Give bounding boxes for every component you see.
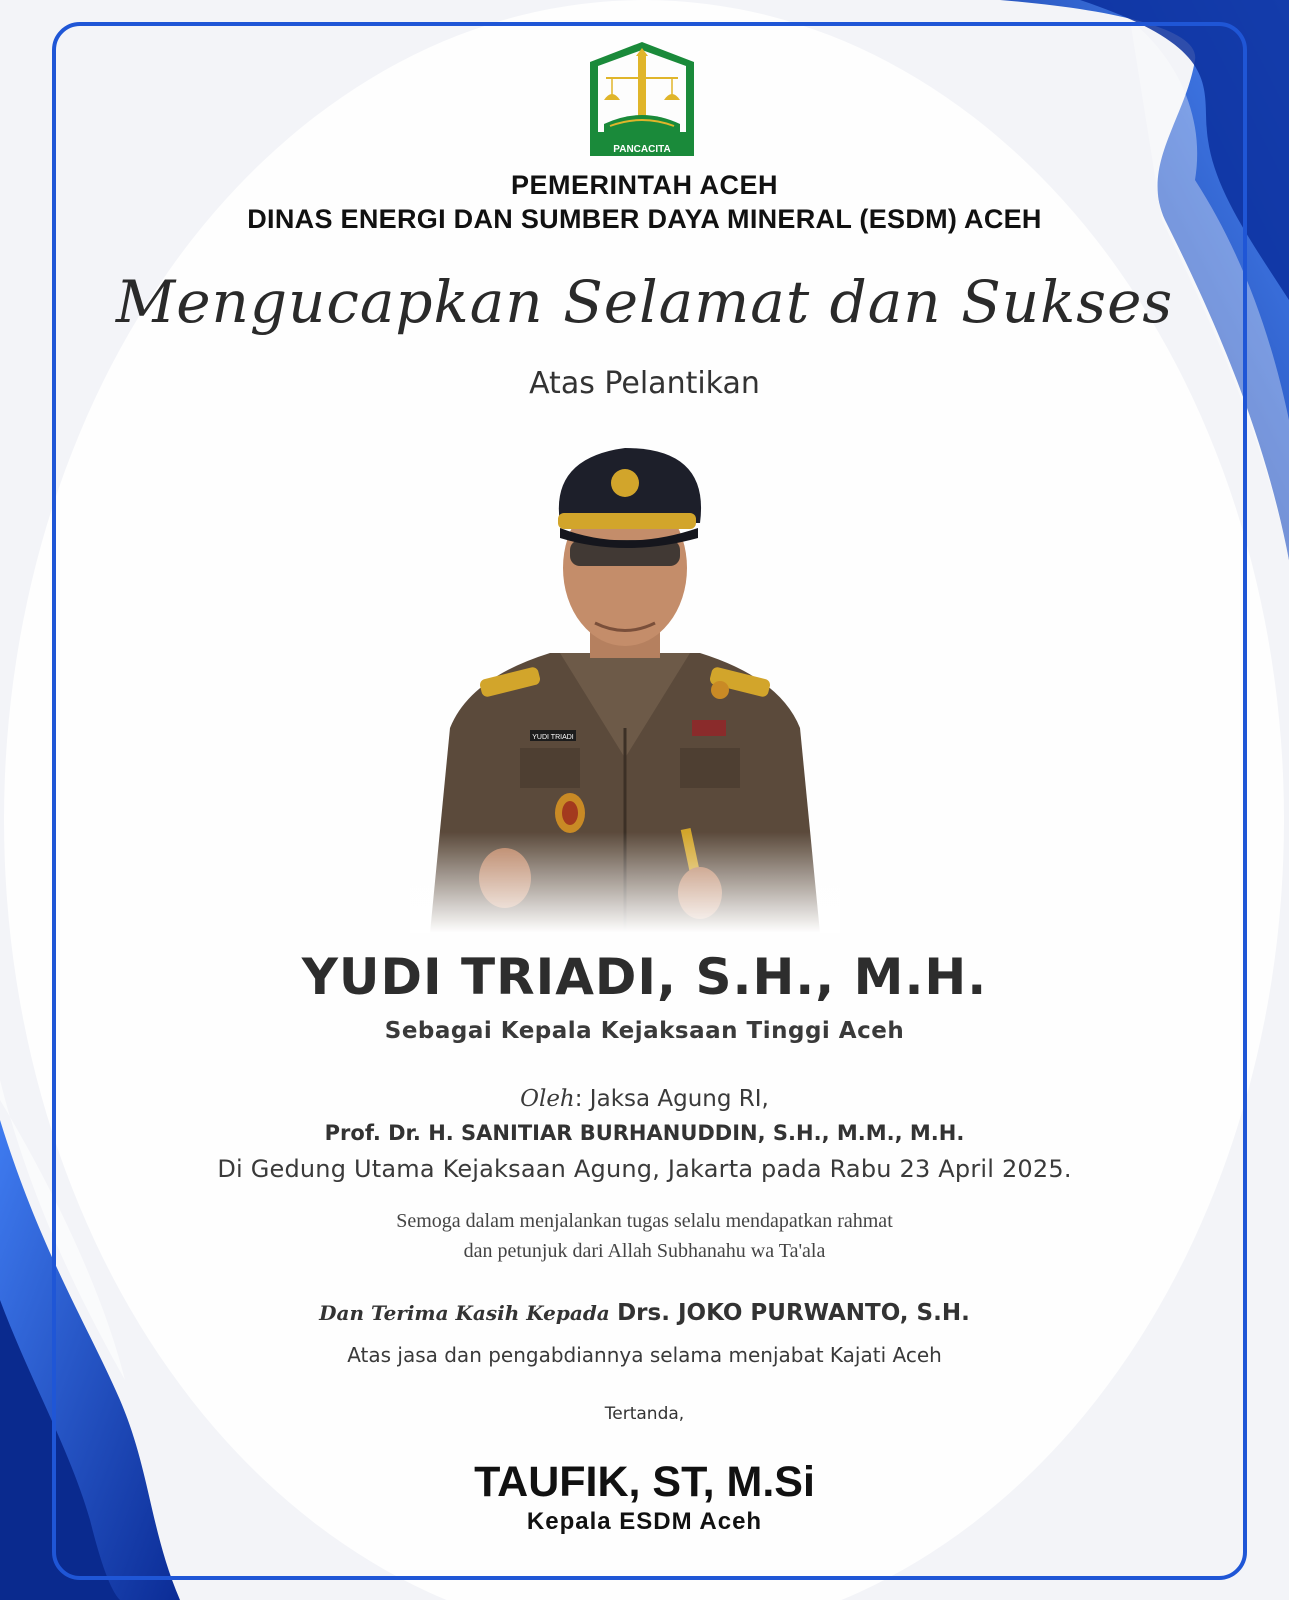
appointee-portrait (410, 428, 840, 933)
oleh-label: Oleh (520, 1086, 575, 1112)
appointing-official: Prof. Dr. H. SANITIAR BURHANUDDIN, S.H., M.M., M.H. (324, 1121, 965, 1145)
appointed-by-line (0, 1086, 1289, 1112)
appointee-name: YUDI TRIADI, S.H., M.H. (301, 948, 988, 1006)
appointee-role: Sebagai Kepala Kejaksaan Tinggi Aceh (384, 1018, 905, 1044)
prayer-line-2: dan petunjuk dari Allah Subhanahu wa Ta'ala (463, 1240, 826, 1262)
appointed-by: : Jaksa Agung RI, (574, 1086, 769, 1112)
pancacita-logo (586, 40, 698, 158)
thanks-name: Drs. JOKO PURWANTO, S.H. (617, 1300, 970, 1326)
ceremony-venue: Di Gedung Utama Kejaksaan Agung, Jakarta pada Rabu 23 April 2025. (217, 1155, 1072, 1183)
thanks-prefix: Dan Terima Kasih Kepada (319, 1301, 610, 1325)
thanks-line (0, 1300, 1289, 1326)
header-line-2: DINAS ENERGI DAN SUMBER DAYA MINERAL (ESDM) ACEH (247, 204, 1042, 234)
prayer-line-1: Semoga dalam menjalankan tugas selalu mendapatkan rahmat (396, 1210, 893, 1232)
signature-label: Tertanda, (604, 1404, 685, 1424)
signatory-name: TAUFIK, ST, M.Si (474, 1458, 815, 1506)
greeting-subtitle: Atas Pelantikan (529, 366, 760, 401)
greeting-script: Mengucapkan Selamat dan Sukses (115, 268, 1174, 336)
thanks-service: Atas jasa dan pengabdiannya selama menjabat Kajati Aceh (347, 1343, 942, 1367)
header-line-1: PEMERINTAH ACEH (510, 170, 778, 200)
signatory-title: Kepala ESDM Aceh (526, 1508, 763, 1535)
logo-text: PANCACITA (613, 144, 671, 155)
